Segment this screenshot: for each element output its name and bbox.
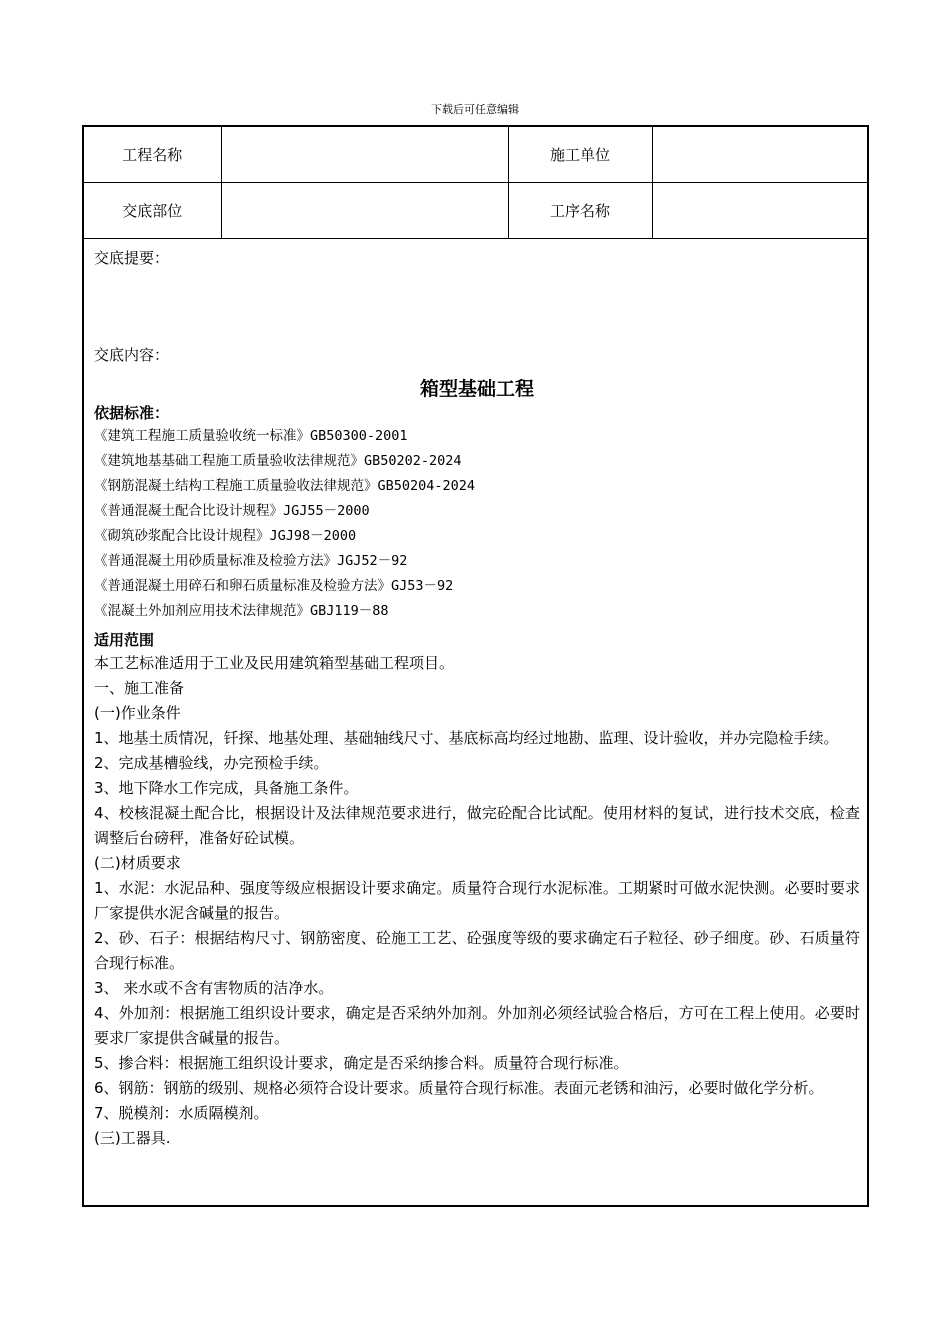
body-paragraph: 一、施工准备 xyxy=(94,679,185,697)
body-paragraph: 7、脱模剂：水质隔模剂。 xyxy=(94,1104,269,1122)
standard-item: 《钢筋混凝土结构工程施工质量验收法律规范》GB50204-2024 xyxy=(94,478,476,494)
project-name-label: 工程名称 xyxy=(84,127,221,183)
document-title: 箱型基础工程 xyxy=(419,378,534,400)
standard-item: 《普通混凝土用碎石和卵石质量标准及检验方法》GJ53－92 xyxy=(94,578,454,594)
project-name-field[interactable] xyxy=(221,127,508,183)
info-row-handover xyxy=(84,183,867,239)
standard-item: 《建筑地基基础工程施工质量验收法律规范》GB50202-2024 xyxy=(94,453,462,469)
summary-label: 交底提要： xyxy=(94,249,170,267)
standard-item: 《普通混凝土用砂质量标准及检验方法》JGJ52－92 xyxy=(94,553,408,569)
info-row-project xyxy=(84,127,867,183)
handover-part-label: 交底部位 xyxy=(84,183,221,239)
handover-part-field[interactable] xyxy=(221,183,508,239)
body-paragraph: (二)材质要求 xyxy=(94,854,181,872)
body-paragraph: 1、水泥：水泥品种、强度等级应根据设计要求确定。质量符合现行水泥标准。工期紧时可做水泥快测。必要时要求厂家提供水泥含碱量的报告。 xyxy=(94,879,860,922)
body-paragraph: 1、地基土质情况，钎探、地基处理、基础轴线尺寸、基底标高均经过地勘、监理、设计验收，并办完隐检手续。 xyxy=(94,729,839,747)
body-paragraph: 2、砂、石子：根据结构尺寸、钢筋密度、砼施工工艺、砼强度等级的要求确定石子粒径、砂子细度。砂、石质量符合现行标准。 xyxy=(94,929,860,972)
body-paragraph: 2、完成基槽验线，办完预检手续。 xyxy=(94,754,329,772)
scope-heading: 适用范围 xyxy=(94,631,155,649)
body-paragraph: 3、地下降水工作完成，具备施工条件。 xyxy=(94,779,359,797)
handover-document xyxy=(82,125,869,1207)
body-paragraph: 5、掺合料：根据施工组织设计要求，确定是否采纳掺合料。质量符合现行标准。 xyxy=(94,1054,629,1072)
standard-item: 《砌筑砂浆配合比设计规程》JGJ98－2000 xyxy=(94,528,357,544)
info-table xyxy=(84,127,867,239)
body-paragraph: 本工艺标准适用于工业及民用建筑箱型基础工程项目。 xyxy=(94,654,455,672)
process-name-label: 工序名称 xyxy=(508,183,652,239)
construction-unit-label: 施工单位 xyxy=(508,127,652,183)
handover-content xyxy=(94,239,860,1151)
page-header-note: 下载后可任意编辑 xyxy=(431,103,519,116)
standard-item: 《混凝土外加剂应用技术法律规范》GBJ119－88 xyxy=(94,603,389,619)
body-paragraph: 4、外加剂：根据施工组织设计要求，确定是否采纳外加剂。外加剂必须经试验合格后，方可在工程上使用。必要时要求厂家提供含碱量的报告。 xyxy=(94,1004,860,1047)
standard-item: 《普通混凝土配合比设计规程》JGJ55－2000 xyxy=(94,503,370,519)
process-name-field[interactable] xyxy=(652,183,867,239)
body-paragraph: 6、钢筋：钢筋的级别、规格必须符合设计要求。质量符合现行标准。表面元老锈和油污，必要时做化学分析。 xyxy=(94,1079,824,1097)
body-paragraph: (三)工器具. xyxy=(94,1129,171,1147)
body-paragraphs xyxy=(94,651,860,1151)
body-paragraph: 3、 来水或不含有害物质的洁净水。 xyxy=(94,979,334,997)
standard-item: 《建筑工程施工质量验收统一标准》GB50300-2001 xyxy=(94,428,408,444)
content-label: 交底内容： xyxy=(94,346,170,364)
construction-unit-field[interactable] xyxy=(652,127,867,183)
body-paragraph: (一)作业条件 xyxy=(94,704,181,722)
standards-heading: 依据标准： xyxy=(94,404,170,422)
standards-list xyxy=(94,424,860,624)
body-paragraph: 4、校核混凝土配合比，根据设计及法律规范要求进行，做完砼配合比试配。使用材料的复试，进行技术交底，检查调整后台磅秤，准备好砼试模。 xyxy=(94,804,860,847)
